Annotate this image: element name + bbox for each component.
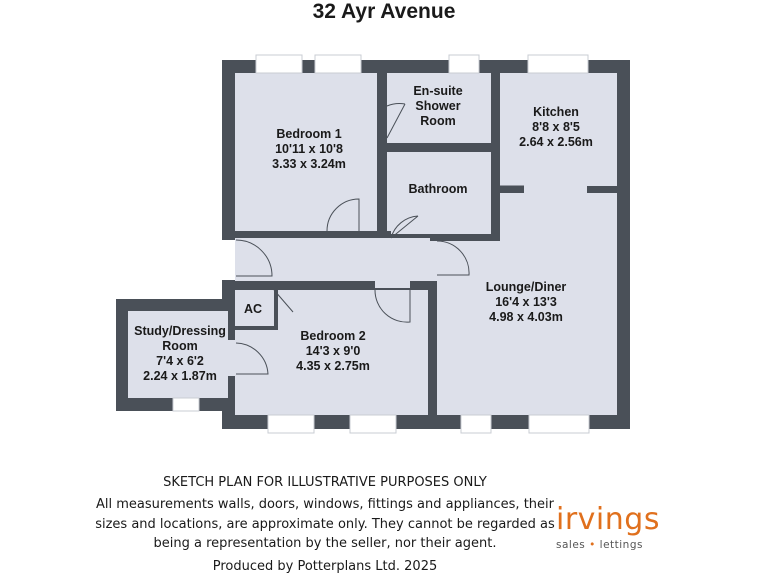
- plan-title: 32 Ayr Avenue: [312, 0, 456, 23]
- bedroom1-label: [272, 127, 346, 172]
- study-metric: 2.24 x 1.87m: [143, 369, 217, 383]
- ensuite-name-3: Room: [420, 114, 456, 128]
- bathroom-label: [408, 182, 467, 197]
- study-name-2: Room: [162, 339, 198, 353]
- sketch-notice: SKETCH PLAN FOR ILLUSTRATIVE PURPOSES ONLY: [163, 475, 487, 490]
- lounge-label: [486, 280, 567, 325]
- disclaimer: [0, 495, 650, 554]
- bedroom1-imperial: 10'11 x 10'8: [275, 142, 343, 156]
- logo-dot: •: [589, 539, 596, 551]
- disclaimer-line-2: sizes and locations, are approximate only. They cannot be regarded as: [95, 516, 555, 532]
- kitchen-imperial: 8'8 x 8'5: [532, 120, 580, 134]
- ensuite-name-2: Shower: [415, 99, 461, 113]
- ensuite-name-1: En-suite: [413, 84, 463, 98]
- ensuite-label: [413, 84, 462, 129]
- logo-lettings: lettings: [599, 539, 643, 551]
- produced-by: Produced by Potterplans Ltd. 2025: [212, 559, 438, 574]
- lounge-metric: 4.98 x 4.03m: [489, 310, 563, 324]
- kitchen-name: Kitchen: [533, 105, 579, 119]
- study-label: [134, 324, 226, 384]
- lounge-name: Lounge/Diner: [485, 280, 567, 294]
- kitchen-label: [519, 105, 593, 150]
- bedroom2-name: Bedroom 2: [300, 329, 366, 343]
- ac-label: AC: [244, 302, 263, 316]
- study-imperial: 7'4 x 6'2: [156, 354, 204, 368]
- bedroom1-name: Bedroom 1: [276, 127, 342, 141]
- bedroom1-metric: 3.33 x 3.24m: [272, 157, 346, 171]
- logo-sales: sales: [556, 539, 586, 551]
- study-name-1: Study/Dressing: [134, 324, 226, 338]
- bedroom2-imperial: 14'3 x 9'0: [305, 344, 361, 358]
- bedroom2-label: [296, 329, 370, 374]
- logo-wordmark: irvings: [556, 502, 660, 537]
- bedroom2-metric: 4.35 x 2.75m: [296, 359, 370, 373]
- disclaimer-line-3: being a representation by the seller, nor their agent.: [153, 536, 497, 551]
- bathroom-name: Bathroom: [408, 182, 468, 196]
- kitchen-metric: 2.64 x 2.56m: [519, 135, 593, 149]
- irvings-logo: [556, 502, 660, 551]
- disclaimer-line-1: All measurements walls, doors, windows, fittings and appliances, their: [96, 497, 554, 512]
- lounge-imperial: 16'4 x 13'3: [495, 295, 557, 309]
- logo-tagline: [556, 539, 658, 551]
